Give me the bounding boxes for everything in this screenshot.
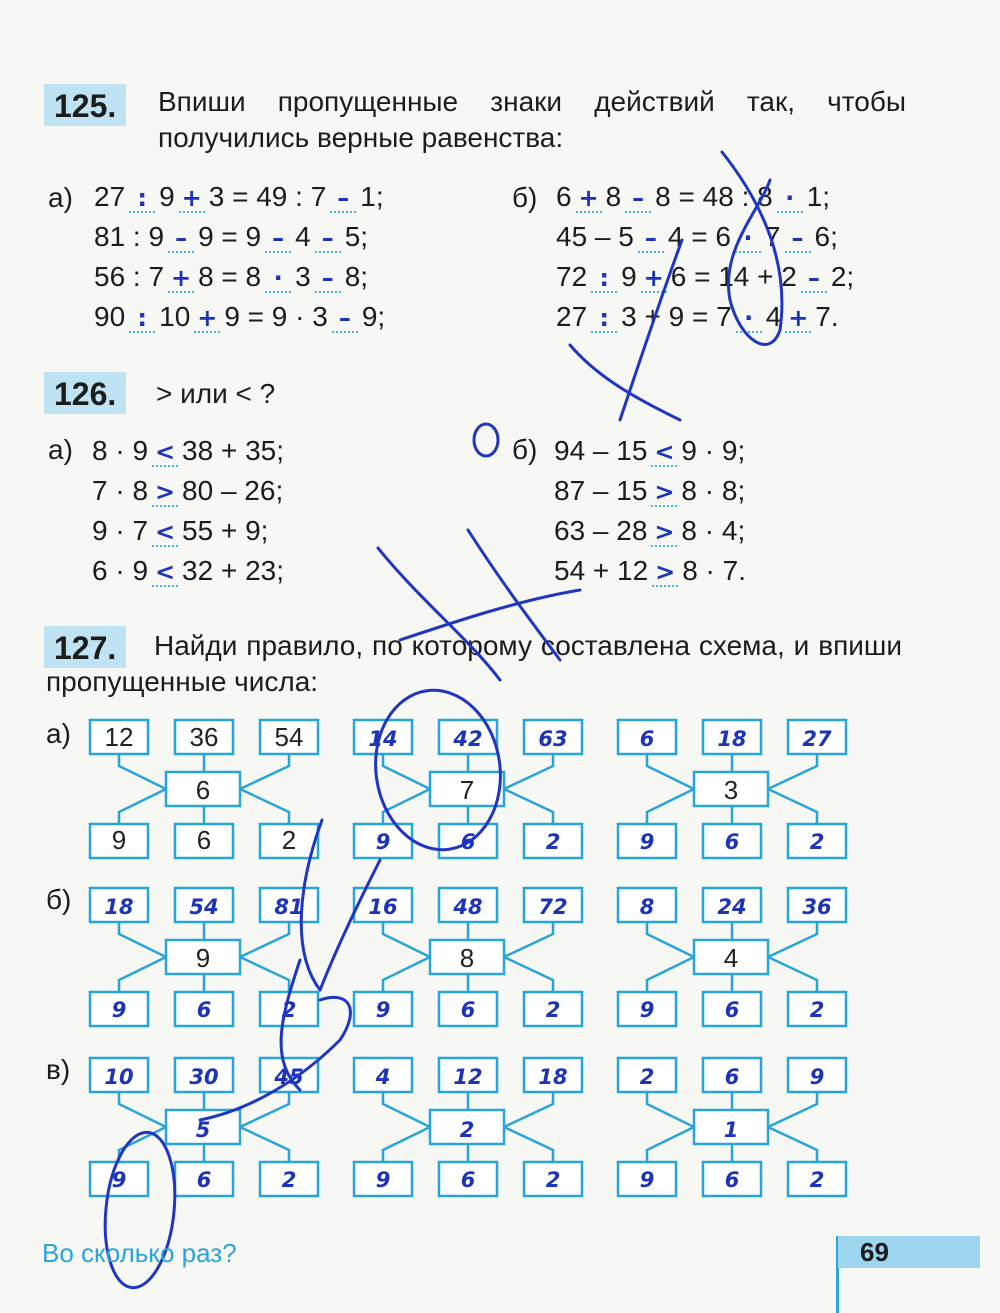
ex125-b-expression-part: 7.	[815, 301, 839, 332]
scheme-bottom-number: 9	[111, 1168, 127, 1192]
ex125-a-expression-part: 10	[159, 301, 191, 332]
ex125-a-expression-part: 27	[94, 181, 126, 212]
ex125-a-answer-sign[interactable]: :	[129, 185, 155, 213]
scheme-center-number: 9	[195, 943, 211, 973]
ex126-b-expression-part: 8 · 8;	[681, 475, 746, 506]
scheme-bottom-number: 6	[460, 830, 476, 854]
scheme-top-number: 63	[538, 727, 568, 751]
scheme-top-number: 10	[104, 1065, 134, 1089]
scheme-bottom-number: 6	[196, 825, 212, 855]
scheme-top-number: 16	[368, 895, 398, 919]
ex126-a-expression-part: 32 + 23;	[182, 555, 285, 586]
ex125-a-expression-part: 56 : 7	[94, 261, 165, 292]
section-title: Во сколько раз?	[42, 1238, 237, 1268]
scheme-bottom-number: 9	[375, 1168, 391, 1192]
exercise-127-task: Найди правило, по которому составлена схема, и впиши пропущенные числа:	[46, 630, 902, 697]
scheme-top-number: 18	[717, 727, 747, 751]
ex125-a-expression-part: 4	[295, 221, 311, 252]
ex126-b-expression-part: 63 – 28	[554, 515, 648, 546]
ex125-b-expression-part: 6;	[814, 221, 838, 252]
ex125-a-expression-part: 81 : 9	[94, 221, 165, 252]
scheme-bottom-number: 2	[809, 830, 825, 854]
exercise-125-b-label: б)	[512, 182, 538, 213]
exercise-127-b-label: б)	[46, 884, 72, 915]
scheme-bottom-number: 2	[545, 998, 561, 1022]
ex125-b-expression-part: 6	[556, 181, 572, 212]
scheme-bottom-number: 2	[545, 830, 561, 854]
scheme-bottom-number: 6	[196, 998, 212, 1022]
scheme-top-number: 27	[802, 727, 832, 751]
ex125-a-answer-sign[interactable]: –	[315, 265, 341, 293]
ex126-b-answer-sign[interactable]: >	[651, 519, 677, 547]
scheme-top-number: 54	[274, 722, 304, 752]
scheme-top-number: 54	[189, 895, 219, 919]
scheme-bottom-number: 6	[724, 1168, 740, 1192]
ex126-a-expression-part: 9 · 7	[92, 515, 149, 546]
ex125-b-expression-part: 4 = 6	[667, 221, 731, 252]
scheme-bottom-number: 2	[281, 1168, 297, 1192]
scheme-bottom-number: 6	[724, 830, 740, 854]
scheme-bottom-number: 9	[639, 1168, 655, 1192]
ex125-a-expression-part: 90	[94, 301, 126, 332]
ex126-a-expression-part: 8 · 9	[92, 435, 149, 466]
ex126-b-answer-sign[interactable]: >	[652, 559, 678, 587]
ex125-b-answer-sign[interactable]: +	[785, 305, 811, 333]
ex125-b-expression-part: 6 = 14 + 2	[670, 261, 797, 292]
ex125-a-answer-sign[interactable]: +	[168, 265, 194, 293]
ex125-a-expression-part: 3 = 49 : 7	[208, 181, 327, 212]
scheme-center-number: 7	[459, 775, 475, 805]
ex125-b-answer-sign[interactable]: ·	[736, 305, 762, 333]
ex126-b-expression-part: 87 – 15	[554, 475, 648, 506]
ex126-a-expression-part: 80 – 26;	[182, 475, 284, 506]
ex125-b-answer-sign[interactable]: ·	[777, 185, 803, 213]
exercise-126-task: > или < ?	[156, 378, 276, 409]
ex125-b-expression-part: 1;	[806, 181, 831, 212]
ex125-a-expression-part: 3	[295, 261, 311, 292]
ex126-a-expression-part: 55 + 9;	[182, 515, 269, 546]
scheme-bottom-number: 9	[375, 998, 391, 1022]
scheme-bottom-number: 2	[281, 998, 297, 1022]
scheme-bottom-number: 9	[375, 830, 391, 854]
scheme-center-number: 5	[195, 1118, 211, 1142]
ex125-a-expression-part: 5;	[344, 221, 369, 252]
ex125-b-expression-part: 3 + 9 = 7	[621, 301, 732, 332]
scheme-bottom-number: 6	[460, 998, 476, 1022]
ex125-b-answer-sign[interactable]: :	[591, 265, 617, 293]
ex125-b-expression-part: 72	[556, 261, 588, 292]
scheme-bottom-number: 6	[724, 998, 740, 1022]
scheme-top-number: 36	[802, 895, 832, 919]
ex126-b-expression-part: 54 + 12	[554, 555, 649, 586]
ex125-a-expression-part: 9 = 9	[198, 221, 262, 252]
scheme-center-number: 2	[459, 1118, 475, 1142]
scheme-bottom-number: 2	[545, 1168, 561, 1192]
scheme-top-number: 48	[453, 895, 483, 919]
scheme-bottom-number: 9	[111, 825, 127, 855]
ex125-b-expression-part: 7	[764, 221, 781, 252]
scheme-top-number: 36	[189, 722, 219, 752]
ex125-a-expression-part: 1;	[360, 181, 384, 212]
scheme-bottom-number: 2	[809, 998, 825, 1022]
scheme-top-number: 12	[104, 722, 134, 752]
exercise-126-b-label: б)	[512, 434, 538, 465]
ex126-b-expression-part: 8 · 4;	[681, 515, 746, 546]
ex125-a-answer-sign[interactable]: +	[179, 185, 205, 213]
scheme-top-number: 8	[639, 895, 655, 919]
ex126-b-answer-sign[interactable]: >	[651, 479, 677, 507]
exercise-127-number: 127.	[44, 626, 126, 668]
ex125-b-expression-part: 8 = 48 : 8	[655, 181, 773, 212]
ex125-b-expression-part: 27	[556, 301, 588, 332]
scheme-center-number: 6	[195, 775, 211, 805]
ex126-a-answer-sign[interactable]: <	[152, 519, 178, 547]
scheme-bottom-number: 2	[809, 1168, 825, 1192]
ex125-a-answer-sign[interactable]: –	[265, 225, 291, 253]
ex126-a-expression-part: 7 · 8	[92, 475, 149, 506]
ex125-a-answer-sign[interactable]: –	[330, 185, 356, 213]
ex125-b-answer-sign[interactable]: –	[785, 225, 811, 253]
scheme-bottom-number: 2	[281, 825, 297, 855]
ex125-a-expression-part: 8 = 8	[198, 261, 262, 292]
scheme-top-number: 24	[717, 895, 747, 919]
ex125-b-answer-sign[interactable]: –	[638, 225, 664, 253]
scheme-top-number: 12	[453, 1065, 483, 1089]
exercise-125-a-label: а)	[48, 182, 73, 213]
ex125-a-answer-sign[interactable]: :	[129, 305, 155, 333]
ex125-b-answer-sign[interactable]: +	[641, 265, 667, 293]
scheme-top-number: 30	[189, 1065, 219, 1089]
ex125-a-answer-sign[interactable]: ·	[265, 265, 291, 293]
ex125-a-expression-part: 9 = 9 · 3	[224, 301, 328, 332]
scheme-top-number: 2	[639, 1065, 655, 1089]
scheme-top-number: 6	[639, 727, 655, 751]
ex125-a-expression-part: 8;	[344, 261, 369, 292]
exercise-126-number: 126.	[44, 372, 126, 414]
scheme-top-number: 42	[453, 727, 483, 751]
scheme-top-number: 81	[274, 895, 304, 919]
ex126-a-answer-sign[interactable]: >	[152, 479, 178, 507]
ex126-a-expression-part: 38 + 35;	[182, 435, 285, 466]
ex126-b-expression-part: 94 – 15	[554, 435, 648, 466]
scheme-bottom-number: 9	[639, 998, 655, 1022]
scheme-center-number: 1	[723, 1118, 739, 1142]
ex126-b-expression-part: 8 · 7.	[682, 555, 747, 586]
ex126-a-answer-sign[interactable]: <	[152, 439, 178, 467]
ex125-b-expression-part: 2;	[830, 261, 855, 292]
ex125-b-answer-sign[interactable]: –	[625, 185, 651, 213]
ex125-a-answer-sign[interactable]: –	[332, 305, 358, 333]
scheme-bottom-number: 6	[196, 1168, 212, 1192]
ex126-b-expression-part: 9 · 9;	[681, 435, 746, 466]
scheme-bottom-number: 9	[639, 830, 655, 854]
ex125-a-answer-sign[interactable]: –	[168, 225, 194, 253]
page-number: 69	[838, 1236, 980, 1268]
ex125-b-expression-part: 45 – 5	[556, 221, 634, 252]
ex126-b-answer-sign[interactable]: <	[651, 439, 677, 467]
ex125-a-expression-part: 9	[159, 181, 175, 212]
scheme-top-number: 14	[368, 727, 398, 751]
ex125-b-answer-sign[interactable]: :	[591, 305, 617, 333]
scheme-bottom-number: 9	[111, 998, 127, 1022]
scheme-top-number: 18	[538, 1065, 568, 1089]
ex125-a-answer-sign[interactable]: +	[194, 305, 220, 333]
scheme-center-number: 3	[723, 775, 739, 805]
scheme-top-number: 18	[104, 895, 134, 919]
ex126-a-answer-sign[interactable]: <	[152, 559, 178, 587]
exercise-126-a-label: а)	[48, 434, 73, 465]
ex125-a-expression-part: 9;	[361, 301, 386, 332]
ex126-a-expression-part: 6 · 9	[92, 555, 149, 586]
scheme-top-number: 72	[538, 895, 568, 919]
scheme-bottom-number: 6	[460, 1168, 476, 1192]
ex125-b-answer-sign[interactable]: +	[576, 185, 602, 213]
exercise-125-task-text: Впиши пропущенные знаки действий так, чтобы получились верные равенства:	[158, 86, 906, 153]
scheme-top-number: 9	[809, 1065, 825, 1089]
scheme-center-number: 8	[459, 943, 475, 973]
scheme-top-number: 45	[274, 1065, 304, 1089]
scheme-center-number: 4	[723, 943, 739, 973]
ex125-b-expression-part: 9	[621, 261, 637, 292]
exercise-127-a-label: а)	[46, 718, 71, 749]
ex125-b-expression-part: 8	[605, 181, 622, 212]
ex125-b-answer-sign[interactable]: –	[801, 265, 827, 293]
scheme-top-number: 4	[375, 1065, 391, 1089]
exercise-125-number: 125.	[44, 84, 126, 126]
exercise-127-c-label: в)	[46, 1054, 71, 1085]
ex125-b-expression-part: 4	[765, 301, 782, 332]
ex125-a-answer-sign[interactable]: –	[315, 225, 341, 253]
scheme-top-number: 6	[724, 1065, 740, 1089]
ex125-b-answer-sign[interactable]: ·	[735, 225, 761, 253]
